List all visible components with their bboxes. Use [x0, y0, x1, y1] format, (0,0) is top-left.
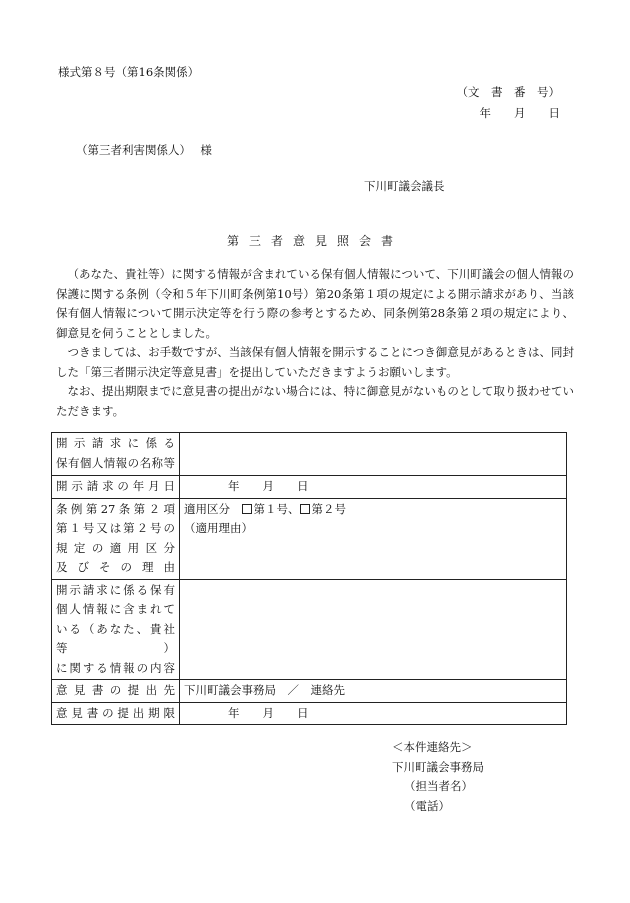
option-2-label: 第２号	[311, 501, 346, 516]
body-paragraph-1: （あなた、貴社等）に関する情報が含まれている保有個人情報について、下川町議会の個人情報の保護に関する条例（令和５年下川町条例第10号）第20条第１項の規定による開示請求があり、当該保有個人情報について開示決定等を行う際の参考とするため、同条例第28条第２項の規定により、御意見を伺うこととしました。	[56, 267, 574, 340]
row-label-deadline: 意見書の提出期限	[52, 702, 180, 725]
table-row	[52, 702, 567, 725]
label-line: に関する情報の内容	[56, 660, 175, 675]
checkbox-option-1[interactable]	[242, 504, 252, 514]
label-line: 及びその理由	[56, 560, 175, 574]
reason-label: （適用理由）	[184, 521, 253, 535]
option-1-label: 第１号、	[253, 501, 300, 516]
row-label-submit-to: 意見書の提出先	[52, 680, 180, 703]
row-value-submit-to: 下川町議会事務局 ／ 連絡先	[180, 680, 567, 703]
table-row	[52, 498, 567, 579]
document-number: （文 書 番 号）	[456, 85, 560, 99]
row-label-info-content	[52, 579, 180, 680]
table-row	[52, 579, 567, 680]
table-row	[52, 680, 567, 703]
row-value-info-content[interactable]	[180, 579, 567, 680]
label-line: 個人情報に含まれて	[56, 602, 175, 616]
label-line: 開示請求に係る保有	[56, 582, 175, 597]
checkbox-option-2[interactable]	[300, 504, 310, 514]
body-text	[56, 265, 574, 421]
body-paragraph-2: つきましては、お手数ですが、当該保有個人情報を開示することにつき御意見があるときは、同封した「第三者開示決定等意見書」を提出していただきますようお願いします。	[56, 345, 574, 379]
row-label-category	[52, 498, 180, 579]
label-line: 条例第27条第２項	[56, 501, 175, 516]
row-value-deadline[interactable]: 年 月 日	[180, 702, 567, 725]
document-title: 第三者意見照会書	[226, 234, 403, 248]
label-line: 規定の適用区分	[56, 540, 175, 555]
row-label-request-date: 開示請求の年月日	[52, 476, 180, 499]
contact-heading: ＜本件連絡先＞	[392, 740, 473, 754]
row-value-info-name[interactable]	[180, 433, 567, 476]
category-prefix: 適用区分	[184, 501, 230, 516]
sender: 下川町議会議長	[364, 179, 445, 193]
table-row	[52, 433, 567, 476]
label-line: いる（あなた、貴社等）	[56, 621, 175, 655]
contact-phone: （電話）	[404, 798, 450, 813]
table-row	[52, 476, 567, 499]
row-label-info-name	[52, 433, 180, 476]
label-line: 保有個人情報の名称等	[56, 455, 175, 470]
contact-block	[392, 738, 484, 816]
row-value-category	[180, 498, 567, 579]
info-table	[51, 432, 567, 725]
label-line: 第１号又は第２号の	[56, 521, 175, 535]
category-line	[184, 500, 562, 520]
label-line: 開示請求に係る	[56, 436, 175, 450]
document-number-block	[457, 82, 561, 124]
contact-person: （担当者名）	[404, 779, 473, 793]
recipient: （第三者利害関係人） 様	[76, 143, 212, 157]
row-value-request-date[interactable]: 年 月 日	[180, 476, 567, 499]
body-paragraph-3: なお、提出期限までに意見書の提出がない場合には、特に御意見がないものとして取り扱わせていただきます。	[56, 384, 574, 418]
document-date: 年 月 日	[479, 106, 560, 120]
form-number: 様式第８号（第16条関係）	[58, 65, 200, 79]
contact-office: 下川町議会事務局	[392, 759, 484, 774]
